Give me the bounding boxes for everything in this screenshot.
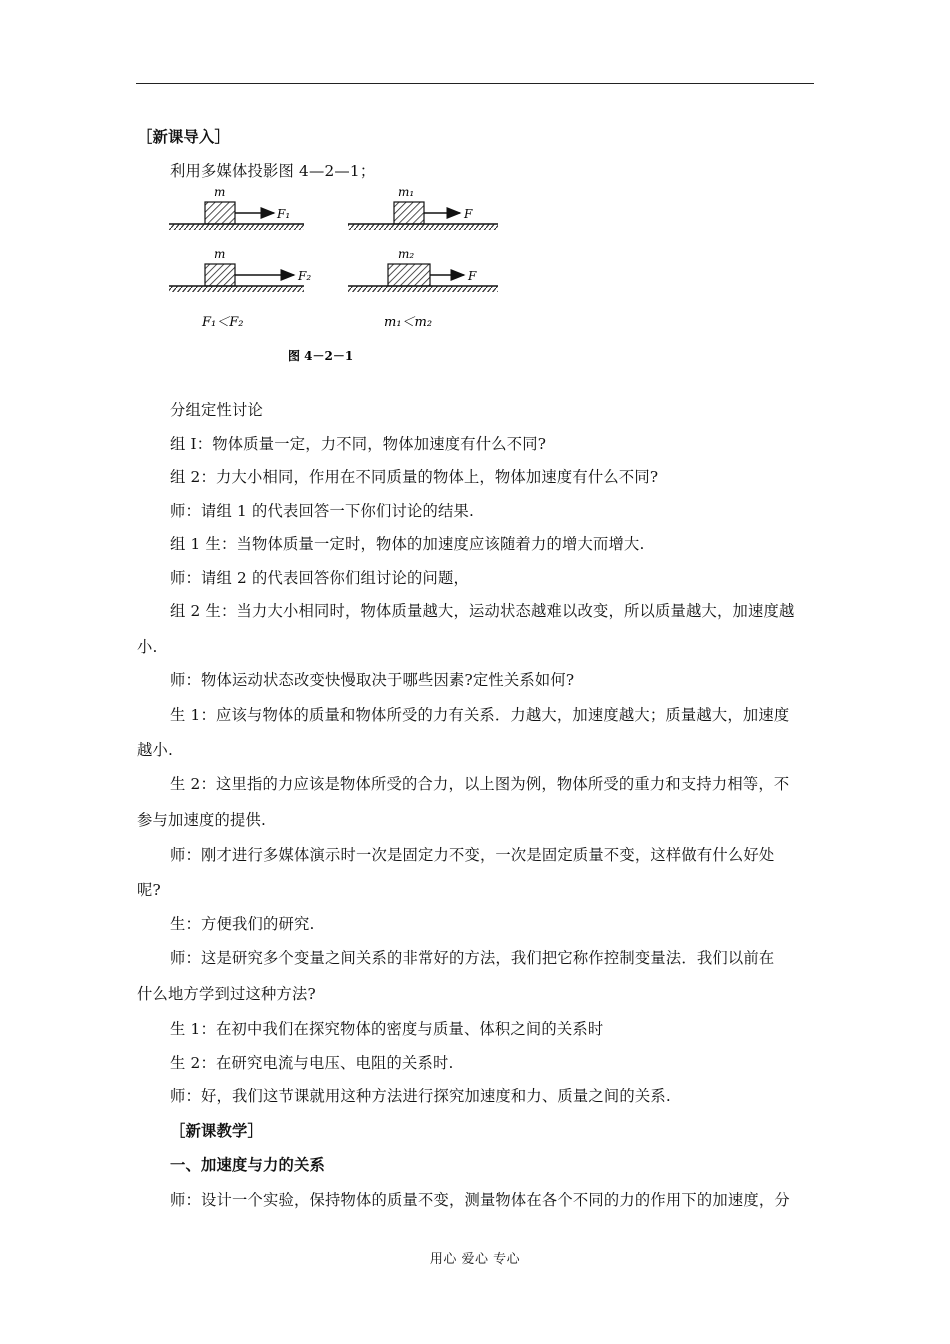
ground-hatch	[348, 286, 498, 292]
paragraph-line: 组 2：力大小相同，作用在不同质量的物体上，物体加速度有什么不同?	[170, 468, 659, 486]
section-heading-teaching: ［新课教学］	[170, 1122, 263, 1140]
ground-hatch	[169, 224, 304, 230]
paragraph-line: 师：好，我们这节课就用这种方法进行探究加速度和力、质量之间的关系.	[170, 1087, 671, 1105]
block	[205, 264, 235, 286]
paragraph-line: 组 I：物体质量一定，力不同，物体加速度有什么不同?	[170, 435, 547, 453]
paragraph-line: 什么地方学到过这种方法?	[137, 985, 316, 1003]
mass-label: m	[214, 185, 226, 199]
mass-label: m₂	[398, 247, 415, 261]
paragraph-line: 生 2：在研究电流与电压、电阻的关系时.	[170, 1054, 454, 1072]
ground-hatch	[169, 286, 304, 292]
mass-label: m	[214, 247, 226, 261]
paragraph-line: 生 1：应该与物体的质量和物体所受的力有关系．力越大，加速度越大；质量越大，加速度	[170, 706, 790, 724]
paragraph-line: 小.	[137, 638, 158, 656]
paragraph-line: 呢?	[137, 881, 161, 899]
relation-masses: m₁＜m₂	[384, 315, 433, 330]
paragraph-line: 师：设计一个实验，保持物体的质量不变，测量物体在各个不同的力的作用下的加速度，分	[170, 1191, 790, 1209]
paragraph-line: 师：这是研究多个变量之间关系的非常好的方法，我们把它称作控制变量法．我们以前在	[170, 949, 775, 967]
paragraph-line: 师：请组 2 的代表回答你们组讨论的问题，	[170, 569, 470, 587]
intro-text: 利用多媒体投影图 4—2—1；	[170, 162, 376, 180]
paragraph-line: 组 1 生：当物体质量一定时，物体的加速度应该随着力的增大而增大.	[170, 535, 645, 553]
force-label: F	[468, 269, 477, 283]
scenario-bottom-right	[348, 247, 498, 292]
figure-caption: 图 4－2－1	[288, 349, 354, 363]
scenario-bottom-left	[169, 247, 311, 292]
ground-hatch	[348, 224, 498, 230]
force-label: F₁	[277, 207, 291, 221]
block	[394, 202, 424, 224]
paragraph-line: 生：方便我们的研究.	[170, 915, 315, 933]
paragraph-line: 越小.	[137, 741, 174, 759]
force-label: F	[464, 207, 473, 221]
block	[388, 264, 430, 286]
paragraph-line: 师：物体运动状态改变快慢取决于哪些因素?定性关系如何?	[170, 671, 575, 689]
paragraph-line: 师：刚才进行多媒体演示时一次是固定力不变，一次是固定质量不变，这样做有什么好处	[170, 846, 775, 864]
paragraph-line: 生 2：这里指的力应该是物体所受的合力，以上图为例，物体所受的重力和支持力相等，不	[170, 775, 790, 793]
section-heading-intro: ［新课导入］	[137, 128, 230, 146]
scenario-top-left	[169, 185, 304, 230]
scenario-top-right	[348, 185, 498, 230]
mass-label: m₁	[398, 185, 415, 199]
force-label: F₂	[298, 269, 312, 283]
subsection-heading: 一、加速度与力的关系	[170, 1156, 325, 1174]
paragraph-line: 组 2 生：当力大小相同时，物体质量越大，运动状态越难以改变，所以质量越大，加速度越	[170, 602, 795, 620]
block	[205, 202, 235, 224]
paragraph-line: 分组定性讨论	[170, 401, 263, 419]
page-footer: 用心 爱心 专心	[429, 1252, 521, 1267]
header-rule	[136, 83, 814, 84]
paragraph-line: 生 1：在初中我们在探究物体的密度与质量、体积之间的关系时	[170, 1020, 604, 1038]
paragraph-line: 师：请组 1 的代表回答一下你们讨论的结果.	[170, 502, 475, 520]
relation-forces: F₁＜F₂	[202, 315, 244, 330]
paragraph-line: 参与加速度的提供.	[137, 811, 267, 829]
figure-4-2-1	[166, 180, 518, 376]
